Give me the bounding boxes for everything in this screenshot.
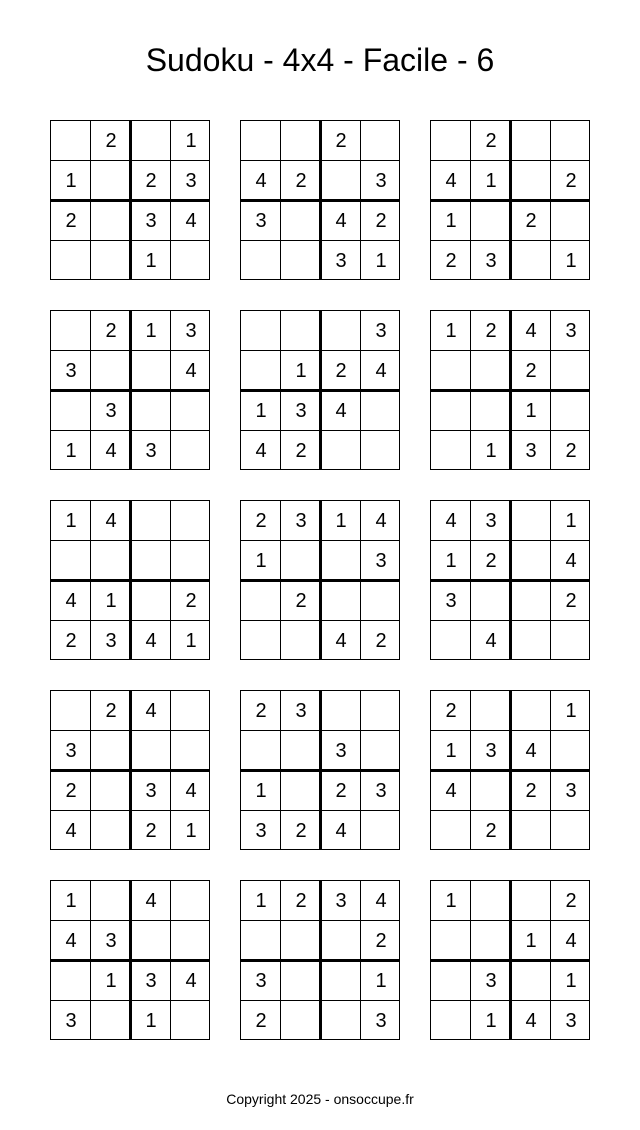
empty-cell[interactable]: [91, 351, 131, 391]
empty-cell[interactable]: [431, 1001, 471, 1041]
given-cell: 1: [565, 249, 577, 272]
given-cell: 3: [565, 779, 577, 802]
given-cell: 4: [145, 699, 157, 722]
given-cell: 3: [145, 439, 157, 462]
empty-cell[interactable]: [431, 961, 471, 1001]
given-cell: 1: [65, 169, 77, 192]
empty-cell[interactable]: [241, 581, 281, 621]
empty-cell[interactable]: [91, 771, 131, 811]
given-cell: 3: [375, 319, 387, 342]
given-cell: 3: [335, 249, 347, 272]
given-cell: 3: [255, 819, 267, 842]
given-cell: 3: [145, 209, 157, 232]
given-cell: 1: [485, 439, 497, 462]
given-cell: 1: [185, 819, 197, 842]
given-cell: 2: [335, 129, 347, 152]
given-cell: 1: [565, 509, 577, 532]
empty-cell[interactable]: [321, 691, 361, 731]
given-cell: 1: [525, 929, 537, 952]
given-cell: 3: [185, 319, 197, 342]
empty-cell[interactable]: [471, 691, 511, 731]
sudoku-grid: [240, 310, 400, 470]
empty-cell[interactable]: [551, 731, 591, 771]
copyright-footer: Copyright 2025 - onsoccupe.fr: [226, 1091, 414, 1107]
empty-cell[interactable]: [321, 1001, 361, 1041]
empty-cell[interactable]: [131, 581, 171, 621]
empty-cell[interactable]: [321, 921, 361, 961]
empty-cell[interactable]: [171, 501, 211, 541]
given-cell: 2: [105, 319, 117, 342]
empty-cell[interactable]: [281, 961, 321, 1001]
empty-cell[interactable]: [361, 581, 401, 621]
empty-cell[interactable]: [241, 351, 281, 391]
given-cell: 2: [255, 1009, 267, 1032]
given-cell: 2: [565, 439, 577, 462]
empty-cell[interactable]: [91, 241, 131, 281]
given-cell: 1: [485, 1009, 497, 1032]
empty-cell[interactable]: [51, 691, 91, 731]
given-cell: 1: [105, 589, 117, 612]
given-cell: 2: [485, 129, 497, 152]
given-cell: 1: [375, 969, 387, 992]
empty-cell[interactable]: [431, 811, 471, 851]
empty-cell[interactable]: [51, 121, 91, 161]
empty-cell[interactable]: [281, 731, 321, 771]
empty-cell[interactable]: [471, 351, 511, 391]
sudoku-grid: [240, 690, 400, 850]
sudoku-grid: [50, 120, 210, 280]
empty-cell[interactable]: [131, 541, 171, 581]
given-cell: 1: [565, 699, 577, 722]
given-cell: 1: [445, 209, 457, 232]
given-cell: 3: [65, 1009, 77, 1032]
empty-cell[interactable]: [361, 431, 401, 471]
given-cell: 3: [375, 779, 387, 802]
empty-cell[interactable]: [431, 121, 471, 161]
given-cell: 1: [255, 889, 267, 912]
given-cell: 4: [375, 509, 387, 532]
given-cell: 2: [565, 889, 577, 912]
sudoku-grid: [50, 690, 210, 850]
empty-cell[interactable]: [281, 1001, 321, 1041]
given-cell: 3: [485, 509, 497, 532]
empty-cell[interactable]: [281, 771, 321, 811]
given-cell: 3: [375, 1009, 387, 1032]
empty-cell[interactable]: [431, 921, 471, 961]
given-cell: 1: [255, 549, 267, 572]
empty-cell[interactable]: [91, 881, 131, 921]
given-cell: 4: [105, 509, 117, 532]
empty-cell[interactable]: [471, 771, 511, 811]
empty-cell[interactable]: [51, 961, 91, 1001]
given-cell: 4: [185, 779, 197, 802]
sudoku-grid: [50, 310, 210, 470]
sudoku-grid: [430, 690, 590, 850]
given-cell: 3: [335, 739, 347, 762]
given-cell: 3: [255, 209, 267, 232]
empty-cell[interactable]: [431, 351, 471, 391]
given-cell: 2: [295, 589, 307, 612]
empty-cell[interactable]: [361, 691, 401, 731]
given-cell: 4: [335, 819, 347, 842]
given-cell: 2: [485, 319, 497, 342]
given-cell: 3: [65, 359, 77, 382]
empty-cell[interactable]: [431, 431, 471, 471]
empty-cell[interactable]: [511, 581, 551, 621]
given-cell: 3: [105, 399, 117, 422]
given-cell: 4: [525, 1009, 537, 1032]
given-cell: 1: [65, 439, 77, 462]
given-cell: 4: [335, 629, 347, 652]
given-cell: 2: [375, 929, 387, 952]
empty-cell[interactable]: [511, 961, 551, 1001]
given-cell: 1: [525, 399, 537, 422]
empty-cell[interactable]: [241, 121, 281, 161]
empty-cell[interactable]: [281, 311, 321, 351]
empty-cell[interactable]: [281, 241, 321, 281]
empty-cell[interactable]: [511, 811, 551, 851]
empty-cell[interactable]: [321, 161, 361, 201]
given-cell: 3: [295, 509, 307, 532]
empty-cell[interactable]: [241, 311, 281, 351]
empty-cell[interactable]: [551, 811, 591, 851]
given-cell: 2: [185, 589, 197, 612]
empty-cell[interactable]: [551, 621, 591, 661]
given-cell: 1: [565, 969, 577, 992]
given-cell: 2: [565, 169, 577, 192]
empty-cell[interactable]: [511, 881, 551, 921]
given-cell: 2: [335, 359, 347, 382]
empty-cell[interactable]: [131, 121, 171, 161]
empty-cell[interactable]: [471, 581, 511, 621]
given-cell: 4: [445, 509, 457, 532]
given-cell: 2: [255, 509, 267, 532]
given-cell: 2: [445, 249, 457, 272]
given-cell: 4: [525, 739, 537, 762]
given-cell: 3: [525, 439, 537, 462]
given-cell: 1: [295, 359, 307, 382]
given-cell: 4: [565, 929, 577, 952]
empty-cell[interactable]: [511, 121, 551, 161]
given-cell: 3: [565, 1009, 577, 1032]
given-cell: 3: [335, 889, 347, 912]
empty-cell[interactable]: [131, 351, 171, 391]
empty-cell[interactable]: [511, 621, 551, 661]
given-cell: 4: [145, 629, 157, 652]
empty-cell[interactable]: [321, 431, 361, 471]
empty-cell[interactable]: [281, 201, 321, 241]
given-cell: 3: [295, 699, 307, 722]
given-cell: 4: [65, 819, 77, 842]
given-cell: 2: [145, 819, 157, 842]
empty-cell[interactable]: [431, 391, 471, 431]
empty-cell[interactable]: [431, 621, 471, 661]
empty-cell[interactable]: [471, 391, 511, 431]
empty-cell[interactable]: [281, 121, 321, 161]
given-cell: 1: [185, 129, 197, 152]
empty-cell[interactable]: [91, 541, 131, 581]
empty-cell[interactable]: [131, 501, 171, 541]
empty-cell[interactable]: [171, 541, 211, 581]
given-cell: 4: [65, 589, 77, 612]
empty-cell[interactable]: [321, 581, 361, 621]
empty-cell[interactable]: [91, 1001, 131, 1041]
empty-cell[interactable]: [241, 731, 281, 771]
empty-cell[interactable]: [171, 731, 211, 771]
empty-cell[interactable]: [281, 921, 321, 961]
empty-cell[interactable]: [171, 1001, 211, 1041]
empty-cell[interactable]: [471, 881, 511, 921]
page-title: Sudoku - 4x4 - Facile - 6: [145, 42, 495, 78]
empty-cell[interactable]: [91, 731, 131, 771]
given-cell: 1: [65, 509, 77, 532]
given-cell: 2: [565, 589, 577, 612]
empty-cell[interactable]: [511, 541, 551, 581]
sudoku-grid: [430, 880, 590, 1040]
empty-cell[interactable]: [471, 921, 511, 961]
given-cell: 2: [335, 779, 347, 802]
empty-cell[interactable]: [241, 621, 281, 661]
sudoku-grid: [240, 120, 400, 280]
empty-cell[interactable]: [511, 161, 551, 201]
empty-cell[interactable]: [511, 241, 551, 281]
given-cell: 3: [65, 739, 77, 762]
sudoku-grid: [50, 880, 210, 1040]
given-cell: 2: [295, 169, 307, 192]
given-cell: 1: [185, 629, 197, 652]
given-cell: 2: [255, 699, 267, 722]
given-cell: 2: [525, 779, 537, 802]
given-cell: 4: [525, 319, 537, 342]
given-cell: 2: [105, 699, 117, 722]
given-cell: 3: [255, 969, 267, 992]
given-cell: 2: [445, 699, 457, 722]
empty-cell[interactable]: [171, 241, 211, 281]
given-cell: 3: [105, 929, 117, 952]
empty-cell[interactable]: [321, 541, 361, 581]
empty-cell[interactable]: [241, 241, 281, 281]
given-cell: 1: [145, 319, 157, 342]
empty-cell[interactable]: [281, 621, 321, 661]
empty-cell[interactable]: [361, 731, 401, 771]
given-cell: 3: [485, 739, 497, 762]
given-cell: 4: [375, 889, 387, 912]
given-cell: 2: [65, 779, 77, 802]
given-cell: 4: [145, 889, 157, 912]
given-cell: 2: [295, 819, 307, 842]
given-cell: 2: [525, 359, 537, 382]
given-cell: 2: [65, 629, 77, 652]
empty-cell[interactable]: [551, 121, 591, 161]
given-cell: 4: [375, 359, 387, 382]
given-cell: 1: [375, 249, 387, 272]
empty-cell[interactable]: [551, 201, 591, 241]
given-cell: 4: [185, 359, 197, 382]
given-cell: 3: [445, 589, 457, 612]
empty-cell[interactable]: [91, 201, 131, 241]
given-cell: 3: [375, 169, 387, 192]
empty-cell[interactable]: [171, 921, 211, 961]
given-cell: 2: [65, 209, 77, 232]
empty-cell[interactable]: [551, 391, 591, 431]
sudoku-grid: [240, 500, 400, 660]
given-cell: 1: [255, 399, 267, 422]
given-cell: 1: [445, 549, 457, 572]
given-cell: 3: [145, 969, 157, 992]
given-cell: 2: [145, 169, 157, 192]
empty-cell[interactable]: [511, 691, 551, 731]
given-cell: 3: [485, 969, 497, 992]
empty-cell[interactable]: [51, 391, 91, 431]
given-cell: 3: [485, 249, 497, 272]
empty-cell[interactable]: [241, 921, 281, 961]
sudoku-grid: [430, 500, 590, 660]
empty-cell[interactable]: [471, 201, 511, 241]
given-cell: 1: [335, 509, 347, 532]
empty-cell[interactable]: [51, 541, 91, 581]
empty-cell[interactable]: [321, 311, 361, 351]
empty-cell[interactable]: [551, 351, 591, 391]
given-cell: 3: [295, 399, 307, 422]
given-cell: 2: [295, 439, 307, 462]
empty-cell[interactable]: [171, 881, 211, 921]
given-cell: 4: [105, 439, 117, 462]
given-cell: 2: [525, 209, 537, 232]
empty-cell[interactable]: [131, 391, 171, 431]
given-cell: 1: [65, 889, 77, 912]
given-cell: 4: [255, 439, 267, 462]
empty-cell[interactable]: [171, 691, 211, 731]
empty-cell[interactable]: [131, 731, 171, 771]
empty-cell[interactable]: [171, 431, 211, 471]
given-cell: 2: [375, 629, 387, 652]
empty-cell[interactable]: [51, 311, 91, 351]
given-cell: 4: [335, 399, 347, 422]
given-cell: 1: [145, 249, 157, 272]
given-cell: 3: [105, 629, 117, 652]
given-cell: 4: [65, 929, 77, 952]
given-cell: 1: [445, 739, 457, 762]
sudoku-grid: [50, 500, 210, 660]
empty-cell[interactable]: [171, 391, 211, 431]
given-cell: 3: [565, 319, 577, 342]
given-cell: 4: [185, 969, 197, 992]
empty-cell[interactable]: [361, 121, 401, 161]
given-cell: 2: [105, 129, 117, 152]
empty-cell[interactable]: [281, 541, 321, 581]
given-cell: 2: [375, 209, 387, 232]
given-cell: 1: [105, 969, 117, 992]
given-cell: 2: [295, 889, 307, 912]
given-cell: 1: [255, 779, 267, 802]
empty-cell[interactable]: [511, 501, 551, 541]
sudoku-grid: [430, 310, 590, 470]
empty-cell[interactable]: [51, 241, 91, 281]
sudoku-grid: [240, 880, 400, 1040]
sudoku-grid: [430, 120, 590, 280]
given-cell: 1: [445, 889, 457, 912]
given-cell: 4: [335, 209, 347, 232]
given-cell: 3: [185, 169, 197, 192]
given-cell: 1: [145, 1009, 157, 1032]
empty-cell[interactable]: [91, 811, 131, 851]
given-cell: 2: [485, 819, 497, 842]
given-cell: 3: [375, 549, 387, 572]
given-cell: 4: [445, 779, 457, 802]
empty-cell[interactable]: [361, 391, 401, 431]
given-cell: 2: [485, 549, 497, 572]
empty-cell[interactable]: [91, 161, 131, 201]
given-cell: 4: [565, 549, 577, 572]
empty-cell[interactable]: [321, 961, 361, 1001]
empty-cell[interactable]: [131, 921, 171, 961]
given-cell: 4: [485, 629, 497, 652]
given-cell: 4: [185, 209, 197, 232]
given-cell: 4: [445, 169, 457, 192]
given-cell: 3: [145, 779, 157, 802]
given-cell: 1: [445, 319, 457, 342]
given-cell: 4: [255, 169, 267, 192]
given-cell: 1: [485, 169, 497, 192]
empty-cell[interactable]: [361, 811, 401, 851]
